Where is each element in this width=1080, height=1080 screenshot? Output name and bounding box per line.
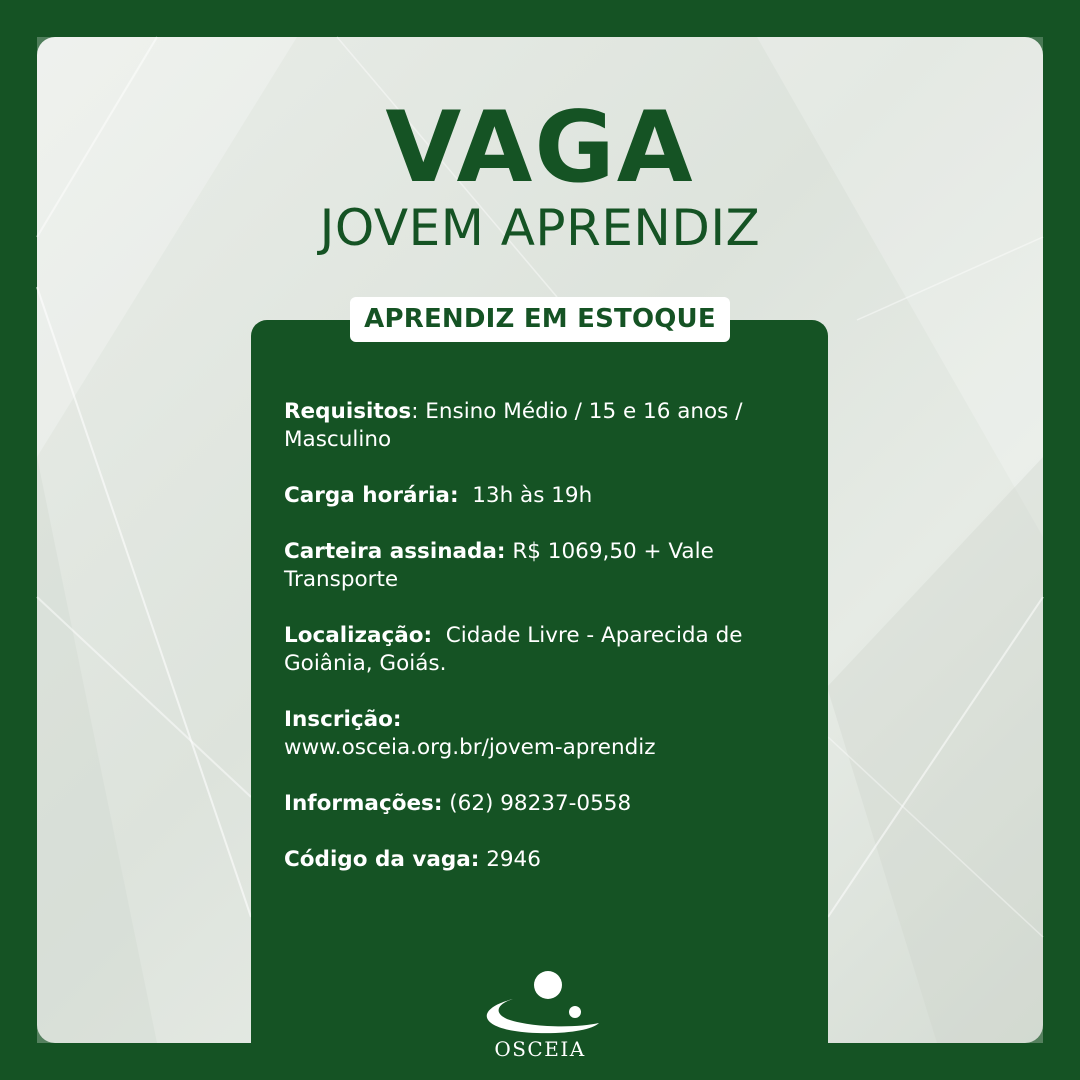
page-title: VAGA — [385, 91, 695, 205]
osceia-logo-icon — [37, 965, 1043, 1045]
detail-value: www.osceia.org.br/jovem-aprendiz — [284, 735, 656, 760]
detail-requisitos — [284, 398, 804, 454]
detail-label: Informações: — [284, 791, 443, 816]
detail-label: Requisitos — [284, 399, 412, 424]
detail-value: (62) 98237-0558 — [449, 791, 632, 816]
detail-label: Localização: — [284, 623, 433, 648]
detail-value: R$ 1069,50 + Vale Transporte — [284, 539, 714, 592]
detail-carga-horaria — [284, 482, 804, 510]
detail-separator: : — [411, 399, 426, 424]
detail-inscricao — [284, 706, 804, 762]
detail-label: Carteira assinada: — [284, 539, 506, 564]
detail-carteira-assinada — [284, 538, 804, 594]
logo-wordmark: OSCEIA — [494, 1037, 586, 1061]
detail-codigo-vaga — [284, 846, 804, 874]
detail-value: 2946 — [486, 847, 541, 872]
detail-value: 13h às 19h — [472, 483, 593, 508]
poster-frame — [37, 37, 1043, 1061]
detail-label: Código da vaga: — [284, 847, 480, 872]
job-title-badge: APRENDIZ EM ESTOQUE — [350, 297, 730, 342]
detail-informacoes — [284, 790, 804, 818]
detail-separator — [459, 483, 473, 508]
detail-localizacao — [284, 622, 804, 678]
page-subtitle: JOVEM APRENDIZ — [319, 199, 761, 257]
detail-label: Inscrição: — [284, 707, 402, 732]
job-details-list — [284, 398, 804, 902]
detail-value: Ensino Médio / 15 e 16 anos / Masculino — [284, 399, 743, 452]
detail-value: Cidade Livre - Aparecida de Goiânia, Goiás. — [284, 623, 743, 676]
detail-separator — [432, 623, 446, 648]
detail-label: Carga horária: — [284, 483, 459, 508]
